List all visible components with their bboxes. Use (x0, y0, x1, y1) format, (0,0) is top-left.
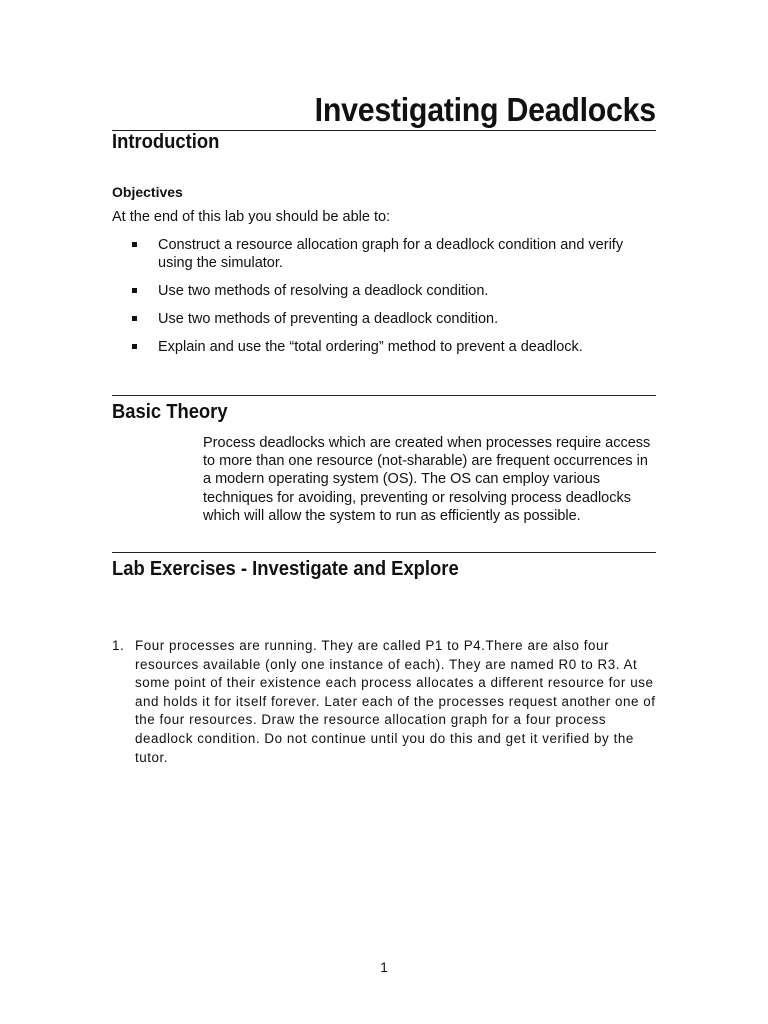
square-bullet-icon (132, 344, 137, 349)
introduction-heading: Introduction (112, 131, 220, 153)
exercise-item (112, 637, 656, 767)
section-divider (112, 395, 656, 396)
basic-theory-heading: Basic Theory (112, 401, 228, 423)
objective-item (112, 236, 656, 272)
objectives-heading: Objectives (112, 184, 183, 200)
square-bullet-icon (132, 288, 137, 293)
objective-item (112, 338, 656, 356)
basic-theory-paragraph: Process deadlocks which are created when processes require access to more than one resource (not-sharable) are frequent occurrences in a modern operating system (OS). The OS can employ various techniques for avoiding, preventing or resolving process deadlocks which will allow the system to run as efficiently as possible. (203, 435, 651, 524)
objectives-list (112, 236, 656, 366)
objective-text: Use two methods of resolving a deadlock condition. (158, 283, 489, 299)
section-divider (112, 552, 656, 553)
page-number: 1 (380, 959, 388, 975)
square-bullet-icon (132, 316, 137, 321)
objectives-lead: At the end of this lab you should be able to: (112, 209, 391, 225)
document-title: Investigating Deadlocks (314, 91, 656, 128)
exercise-text: Four processes are running. They are called P1 to P4.There are also four resources available (only one instance of each). They are named R0 to R3. At some point of their existence each process allocates a different resource for use and holds it for itself forever. Later each of the processes request another one of the four resources. Draw the resource allocation graph for a four process deadlock condition. Do not continue until you do this and get it verified by the tutor. (135, 638, 656, 765)
objective-text: Explain and use the “total ordering” method to prevent a deadlock. (158, 339, 583, 355)
objective-text: Use two methods of preventing a deadlock condition. (158, 311, 499, 327)
exercise-number: 1. (112, 638, 125, 653)
objective-item (112, 310, 656, 328)
exercise-list (112, 637, 656, 767)
lab-exercises-heading: Lab Exercises - Investigate and Explore (112, 558, 459, 580)
square-bullet-icon (132, 242, 137, 247)
objective-item (112, 282, 656, 300)
objective-text: Construct a resource allocation graph for a deadlock condition and verify using the simulator. (158, 237, 624, 271)
